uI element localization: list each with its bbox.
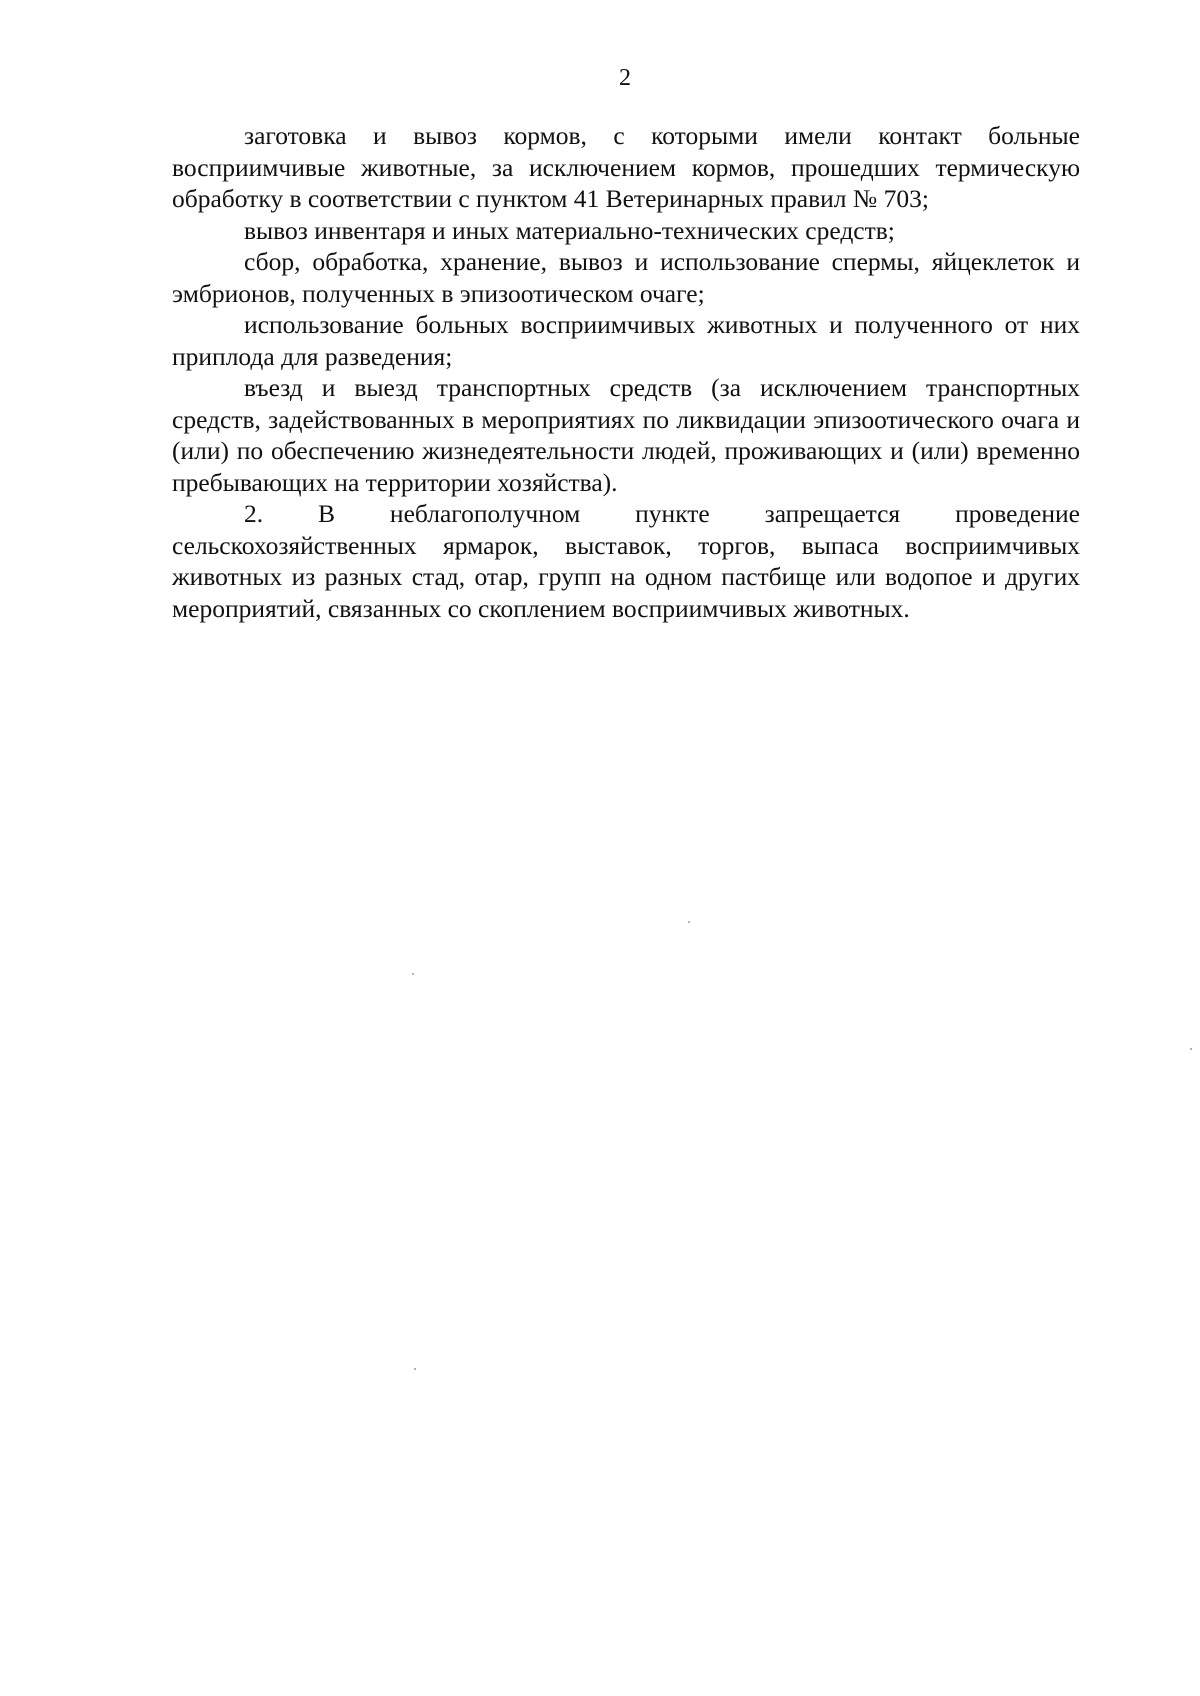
document-body xyxy=(172,120,1080,624)
paragraph-breeding-use: использование больных восприимчивых животных и полученного от них приплода для разведения; xyxy=(172,310,1080,371)
paragraph-item-2: 2. В неблагополучном пункте запрещается проведение сельскохозяйственных ярмарок, выставок, торгов, выпаса восприимчивых животных из разных стад, отар, групп на одном пастбище или водопое и других мероприятий, связанных со скоплением восприимчивых животных. xyxy=(172,499,1080,623)
page-number: 2 xyxy=(619,65,631,91)
scan-speck xyxy=(1190,1048,1192,1050)
scan-speck xyxy=(688,921,690,923)
scan-speck xyxy=(412,973,414,975)
paragraph-vehicle-entry: въезд и выезд транспортных средств (за исключением транспортных средств, задействованных в мероприятиях по ликвидации эпизоотического очага и (или) по обеспечению жизнедеятельности людей, проживающих и (или) временно пребывающих на территории хозяйства). xyxy=(172,373,1080,497)
paragraph-inventory-removal: вывоз инвентаря и иных материально-технических средств; xyxy=(244,215,895,245)
paragraph-sperm-collection: сбор, обработка, хранение, вывоз и использование спермы, яйцеклеток и эмбрионов, полученных в эпизоотическом очаге; xyxy=(172,247,1080,308)
scan-speck xyxy=(414,1368,416,1370)
paragraph-feed-removal: заготовка и вывоз кормов, с которыми имели контакт больные восприимчивые животные, за исключением кормов, прошедших термическую обработку в соответствии с пунктом 41 Ветеринарных правил № 703; xyxy=(172,121,1080,213)
